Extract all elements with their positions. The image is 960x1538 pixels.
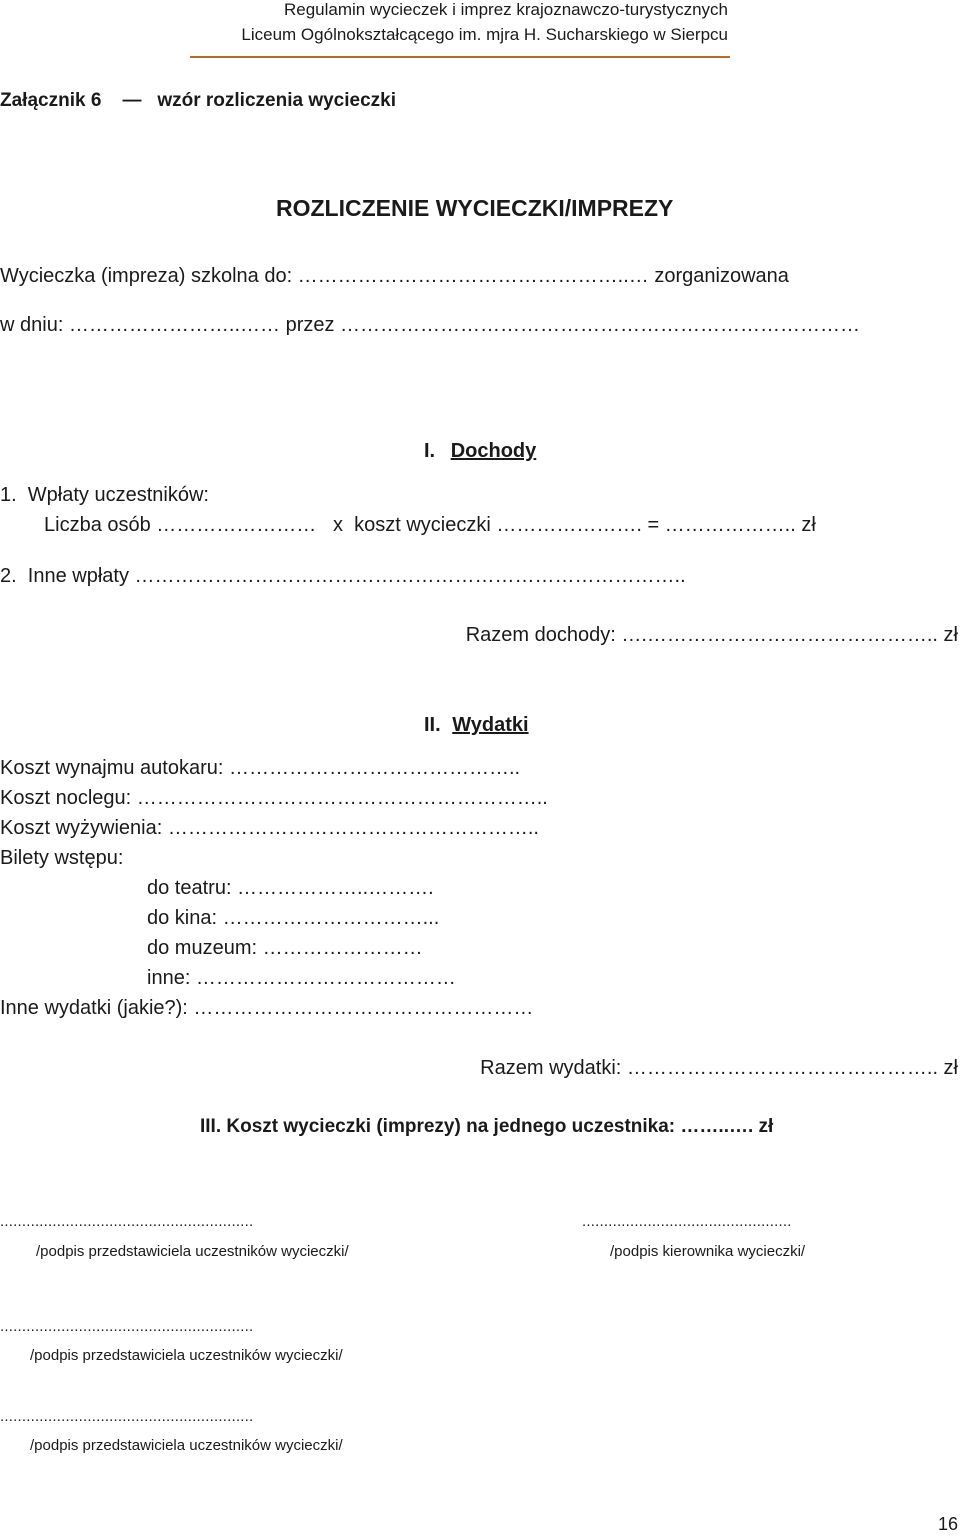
expense-tickets-museum: do muzeum: ……………………: [147, 937, 423, 959]
intro-line-2: w dniu: ……………………..…… przez ……………………………………………………………………: [0, 314, 861, 336]
signature-label-participants-3: /podpis przedstawiciela uczestników wycieczki/: [30, 1437, 343, 1454]
expense-tickets-other: inne: …………………………………: [147, 967, 456, 989]
attachment-title: Załącznik 6 — wzór rozliczenia wycieczki: [0, 90, 396, 111]
expenses-heading-number: II.: [424, 714, 441, 736]
income-heading-label: Dochody: [450, 440, 537, 462]
expense-other: Inne wydatki (jakie?): ……………………………………………: [0, 997, 534, 1019]
income-item-1-title: 1. Wpłaty uczestników:: [0, 484, 209, 506]
expense-food: Koszt wyżywienia: ………………………………………………..: [0, 817, 539, 839]
cost-per-participant: [200, 1116, 773, 1138]
signature-label-participants-1: /podpis przedstawiciela uczestników wycieczki/: [36, 1243, 349, 1260]
intro-line-1: Wycieczka (impreza) szkolna do: …………………………………………..… zorganizowana: [0, 265, 789, 287]
signature-line-3: ..........................................................: [0, 1318, 254, 1335]
header-line-2: Liceum Ogólnokształcącego im. mjra H. Sucharskiego w Sierpcu: [241, 25, 728, 44]
signature-line-4: ..........................................................: [0, 1408, 254, 1425]
header-line-1: Regulamin wycieczek i imprez krajoznawczo-turystycznych: [283, 0, 728, 19]
document-title: ROZLICZENIE WYCIECZKI/IMPREZY: [276, 195, 674, 221]
cost-per-participant-text: III. Koszt wycieczki (imprezy) na jednego uczestnika: ……..…. zł: [200, 1116, 774, 1137]
income-item-1-detail: Liczba osób …………………… x koszt wycieczki …………………. = ……………….. zł: [44, 514, 816, 536]
page-number: 16: [937, 1514, 958, 1534]
header-divider: [190, 56, 730, 58]
expenses-total: Razem wydatki: ……………………………………….. zł: [480, 1057, 958, 1079]
expense-tickets-label: Bilety wstępu:: [0, 847, 124, 869]
expense-lodging: Koszt noclegu: ……………………………………………………..: [0, 787, 548, 809]
income-total: Razem dochody: ….…………………………………….. zł: [465, 624, 958, 646]
income-heading-number: I.: [424, 440, 436, 462]
signature-line-1: ..........................................................: [0, 1213, 254, 1230]
signature-label-leader: /podpis kierownika wycieczki/: [610, 1243, 806, 1260]
expenses-heading: [424, 714, 529, 737]
expense-tickets-theatre: do teatru: ………………..……….: [147, 877, 434, 899]
signature-label-participants-2: /podpis przedstawiciela uczestników wycieczki/: [30, 1347, 343, 1364]
expense-tickets-cinema: do kina: …………………………...: [147, 907, 440, 929]
income-item-2: 2. Inne wpłaty ………………………………………………………………………..: [0, 565, 686, 587]
income-heading: [424, 440, 536, 463]
expense-bus: Koszt wynajmu autokaru: ……………………………………..: [0, 757, 521, 779]
signature-line-2: ................................................: [582, 1213, 792, 1230]
expenses-heading-label: Wydatki: [452, 714, 529, 736]
